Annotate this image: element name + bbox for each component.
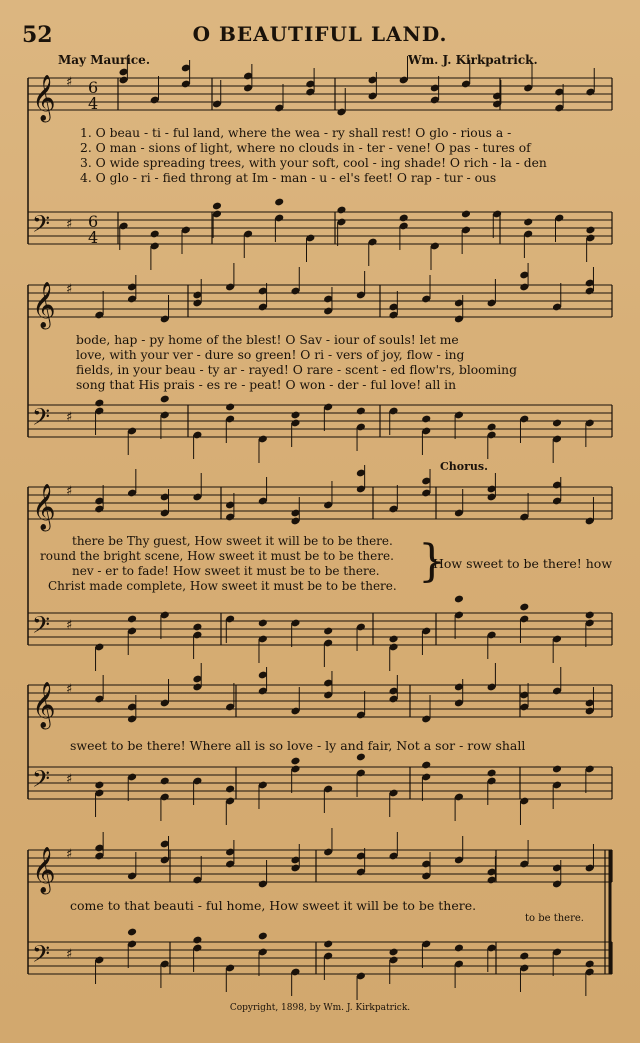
verse-line: there be Thy guest, How sweet it will be to be there. bbox=[72, 534, 393, 548]
key-signature-sharp: ♯ bbox=[66, 847, 73, 862]
page-number: 52 bbox=[22, 22, 53, 48]
note-head bbox=[421, 761, 431, 770]
note-head bbox=[323, 627, 333, 636]
note-head bbox=[454, 595, 464, 604]
note-head bbox=[127, 615, 137, 624]
note-head bbox=[94, 781, 104, 790]
lyricist-credit: May Maurice. bbox=[58, 53, 150, 67]
note-head bbox=[274, 198, 284, 207]
time-signature-top: 6 bbox=[88, 78, 99, 97]
key-signature-sharp: ♯ bbox=[66, 282, 73, 297]
note-head bbox=[487, 769, 497, 778]
verse-line: nev - er to fade! How sweet it must be to be there. bbox=[72, 564, 380, 578]
verse-block-2 bbox=[76, 333, 517, 393]
verse-line: 2. O man - sions of light, where no clouds in - ter - vene! O pas - tures of bbox=[80, 141, 531, 155]
note-head bbox=[552, 419, 562, 428]
hymn-title: O BEAUTIFUL LAND. bbox=[192, 22, 448, 46]
note-head bbox=[127, 928, 137, 937]
note-head bbox=[585, 226, 595, 235]
note-head bbox=[519, 952, 529, 961]
note-head bbox=[487, 423, 497, 432]
treble-clef: 𝄞 bbox=[32, 282, 56, 328]
key-signature-sharp: ♯ bbox=[66, 772, 73, 787]
bass-clef: 𝄢 bbox=[32, 210, 51, 243]
verse-line: love, with your ver - dure so green! O ri - vers of joy, flow - ing bbox=[76, 348, 465, 362]
treble-clef: 𝄞 bbox=[32, 484, 56, 530]
note-head bbox=[388, 948, 398, 957]
note-head bbox=[585, 611, 595, 620]
note-head bbox=[290, 411, 300, 420]
note-head bbox=[150, 230, 160, 239]
verse-line: bode, hap - py home of the blest! O Sav - iour of souls! let me bbox=[76, 333, 459, 347]
chorus-lyric-2: come to that beauti - ful home, How sweet it will be to be there. bbox=[70, 898, 477, 913]
note-head bbox=[160, 395, 170, 404]
verse-line: 1. O beau - ti - ful land, where the wea - ry shall rest! O glo - rious a - bbox=[80, 126, 512, 140]
note-head bbox=[552, 765, 562, 774]
note-head bbox=[258, 932, 268, 941]
note-head bbox=[160, 777, 170, 786]
verse-line: song that His prais - es re - peat! O won - der - ful love! all in bbox=[76, 378, 457, 392]
note-head bbox=[421, 415, 431, 424]
verse-line: Christ made complete, How sweet it must be to be there. bbox=[48, 579, 397, 593]
verse-line: 3. O wide spreading trees, with your soft, cool - ing shade! O rich - la - den bbox=[80, 156, 547, 170]
bass-clef: 𝄢 bbox=[32, 940, 51, 973]
note-head bbox=[225, 785, 235, 794]
note-head bbox=[336, 206, 346, 215]
treble-clef: 𝄞 bbox=[32, 75, 56, 121]
key-signature-sharp: ♯ bbox=[66, 618, 73, 633]
verse-block-3 bbox=[40, 534, 397, 594]
chorus-lyric-1: sweet to be there! Where all is so love - ly and fair, Not a sor - row shall bbox=[70, 738, 526, 753]
time-signature-bottom: 4 bbox=[88, 94, 99, 113]
note-head bbox=[585, 960, 595, 969]
treble-clef: 𝄞 bbox=[32, 682, 56, 728]
verse-line: 4. O glo - ri - fied throng at Im - man - u - el's feet! O rap - tur - ous bbox=[80, 171, 497, 185]
verse-line: fields, in your beau - ty ar - rayed! O rare - scent - ed flow'rs, blooming bbox=[76, 363, 517, 377]
verse-line: round the bright scene, How sweet it must be to be there. bbox=[40, 549, 394, 563]
note-head bbox=[212, 202, 222, 211]
key-signature-sharp: ♯ bbox=[66, 682, 73, 697]
verse-brace: } bbox=[418, 536, 446, 587]
note-head bbox=[192, 936, 202, 945]
chorus-echo: to be there. bbox=[525, 913, 584, 924]
verse-block-1 bbox=[80, 126, 547, 186]
note-head bbox=[225, 403, 235, 412]
note-head bbox=[523, 218, 533, 227]
note-head bbox=[356, 753, 366, 762]
time-signature-top: 6 bbox=[88, 212, 99, 231]
note-head bbox=[519, 603, 529, 612]
note-head bbox=[258, 619, 268, 628]
bass-clef: 𝄢 bbox=[32, 765, 51, 798]
chorus-response: How sweet to be there! how bbox=[433, 556, 613, 571]
copyright-line: Copyright, 1898, by Wm. J. Kirkpatrick. bbox=[229, 1003, 411, 1013]
note-head bbox=[388, 635, 398, 644]
note-head bbox=[290, 757, 300, 766]
time-signature-bottom: 4 bbox=[88, 228, 99, 247]
note-head bbox=[461, 210, 471, 219]
bass-clef: 𝄢 bbox=[32, 611, 51, 644]
composer-credit: Wm. J. Kirkpatrick. bbox=[408, 53, 538, 67]
key-signature-sharp: ♯ bbox=[66, 484, 73, 499]
key-signature-sharp: ♯ bbox=[66, 947, 73, 962]
chorus-label: Chorus. bbox=[440, 460, 488, 473]
key-signature-sharp: ♯ bbox=[66, 75, 73, 90]
note-head bbox=[399, 214, 409, 223]
key-signature-sharp: ♯ bbox=[66, 410, 73, 425]
treble-clef: 𝄞 bbox=[32, 847, 56, 893]
note-head bbox=[356, 407, 366, 416]
note-head bbox=[454, 944, 464, 953]
note-head bbox=[192, 623, 202, 632]
key-signature-sharp: ♯ bbox=[66, 217, 73, 232]
bass-clef: 𝄢 bbox=[32, 403, 51, 436]
note-head bbox=[94, 399, 104, 408]
note-head bbox=[323, 940, 333, 949]
